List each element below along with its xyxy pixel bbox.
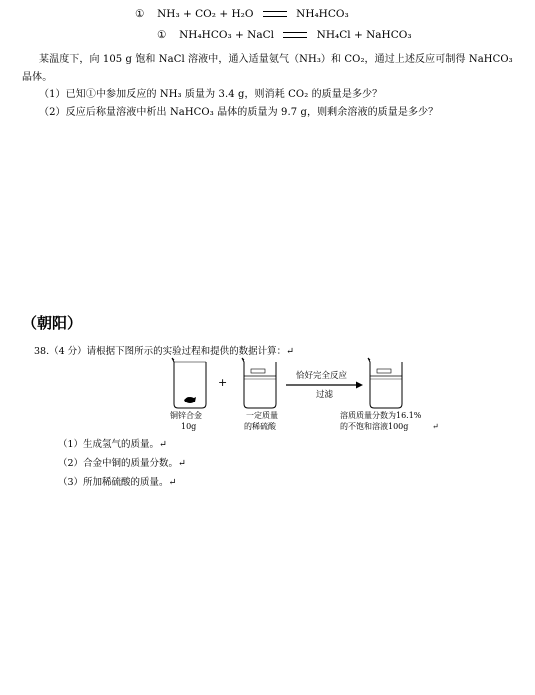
question-38-part-1: （1）生成氢气的质量。↵ <box>58 439 168 450</box>
plus-sign: + <box>218 376 228 389</box>
reaction-arrow <box>286 382 363 389</box>
equation-1-reactants: NH₃ + CO₂ + H₂O <box>157 8 254 20</box>
equation-2-number: ① <box>157 29 167 41</box>
equation-1-products: NH₄HCO₃ <box>296 8 349 20</box>
equals-sign <box>263 11 287 17</box>
beaker-2-caption-line-1: 一定质量 <box>246 411 278 420</box>
equals-sign <box>283 32 307 38</box>
equation-1 <box>135 8 349 20</box>
beaker-1-icon <box>172 358 206 408</box>
question-38-part-2: （2）合金中铜的质量分数。↵ <box>58 458 187 469</box>
question-38-stem: 38.（4 分）请根据下图所示的实验过程和提供的数据计算：↵ <box>34 346 295 357</box>
equation-2-products: NH₄Cl + NaHCO₃ <box>316 29 412 41</box>
problem-intro-line-1: 某温度下，向 105 g 饱和 NaCl 溶液中，通入适量氨气（NH₃）和 CO₂，通过上述反应可制得 NaHCO₃ <box>39 54 513 65</box>
beaker-2-caption-line-2: 的稀硫酸 <box>244 422 276 431</box>
equation-2 <box>157 29 412 41</box>
beaker-3-caption-mark: ↵ <box>432 422 439 431</box>
beaker-3-caption-line-1: 溶质质量分数为16.1% <box>340 411 422 420</box>
experiment-diagram <box>160 356 460 414</box>
question-38-part-3: （3）所加稀硫酸的质量。↵ <box>58 477 177 488</box>
beaker-2-icon <box>242 358 276 408</box>
equation-1-number: ① <box>135 8 145 20</box>
equation-2-reactants: NH₄HCO₃ + NaCl <box>179 29 274 41</box>
beaker-3-caption-line-2: 的不饱和溶液100g <box>340 422 409 431</box>
beaker-1-caption-line-2: 10g <box>181 422 197 431</box>
arrow-label-bottom: 过滤 <box>316 390 334 400</box>
problem-question-2: （2）反应后称量溶液中析出 NaHCO₃ 晶体的质量为 9.7 g，则剩余溶液的质量是多少？ <box>39 107 439 118</box>
beaker-1-caption-line-1: 铜锌合金 <box>170 411 202 420</box>
problem-intro-line-2: 晶体。 <box>22 72 53 83</box>
section-heading: （朝阳） <box>22 314 83 332</box>
beaker-3-icon <box>368 358 402 408</box>
problem-question-1: （1）已知①中参加反应的 NH₃ 质量为 3.4 g，则消耗 CO₂ 的质量是多少？ <box>39 89 383 100</box>
arrow-label-top: 恰好完全反应 <box>296 371 348 381</box>
